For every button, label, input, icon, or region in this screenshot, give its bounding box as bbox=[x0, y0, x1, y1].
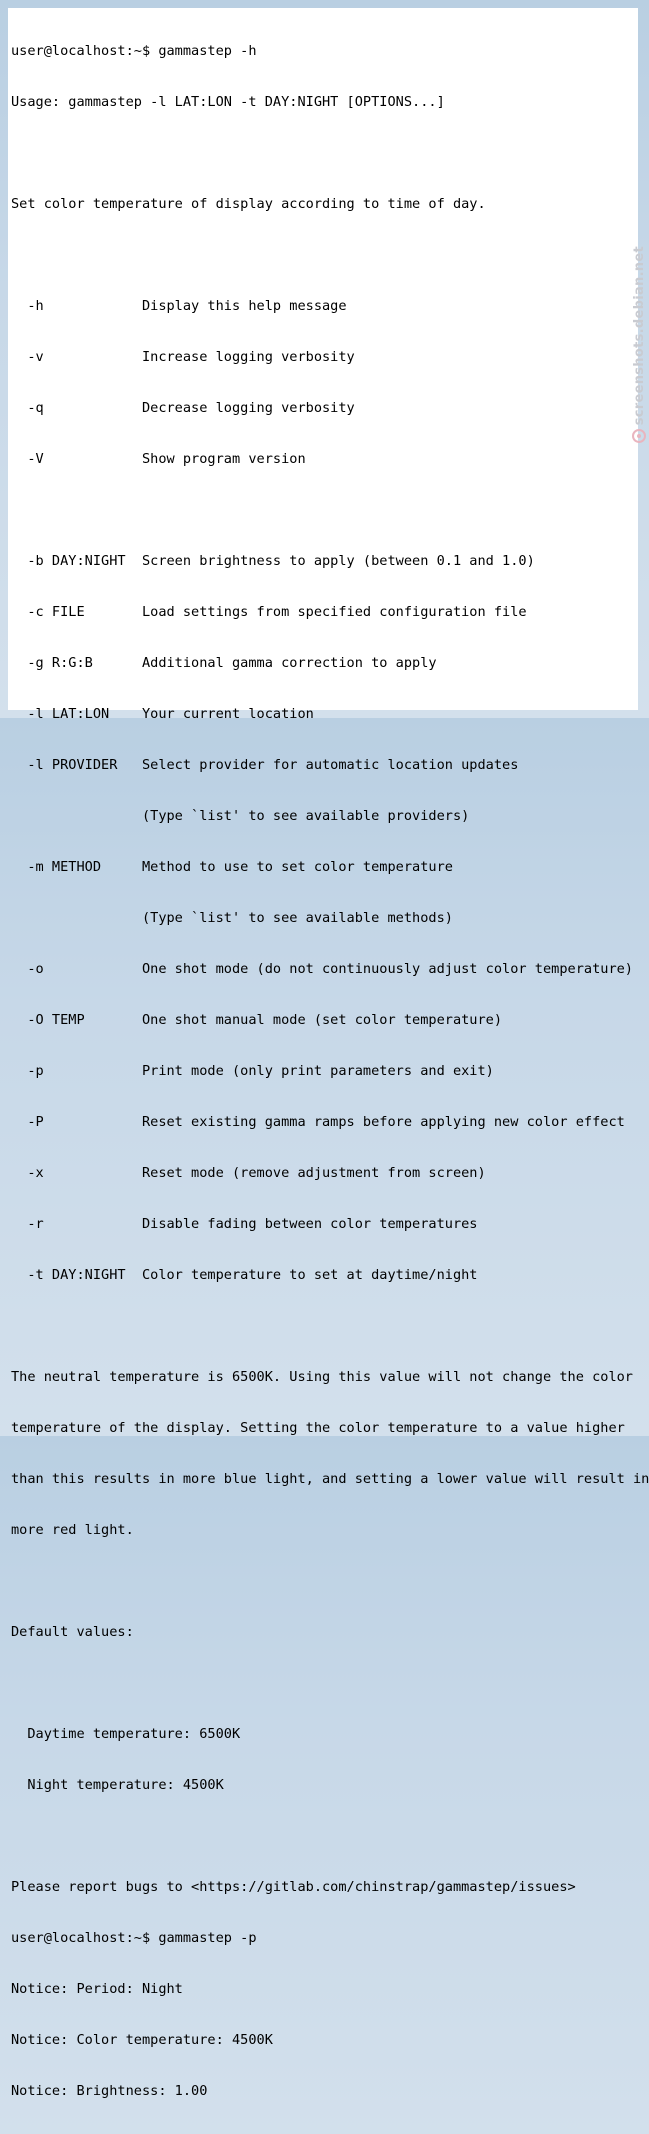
terminal-line: Daytime temperature: 6500K bbox=[11, 1726, 241, 1742]
terminal-line: -m METHOD Method to use to set color temperature bbox=[11, 859, 453, 875]
terminal-line: -h Display this help message bbox=[11, 298, 347, 314]
terminal-line: -l LAT:LON Your current location bbox=[11, 706, 314, 722]
terminal-line: (Type `list' to see available providers) bbox=[11, 808, 470, 824]
terminal-line: -t DAY:NIGHT Color temperature to set at daytime/night bbox=[11, 1267, 478, 1283]
terminal-line: The neutral temperature is 6500K. Using this value will not change the color bbox=[11, 1369, 633, 1385]
terminal-line: more red light. bbox=[11, 1522, 134, 1538]
debian-swirl-icon bbox=[632, 429, 646, 443]
terminal-line: Please report bugs to <https://gitlab.com/chinstrap/gammastep/issues> bbox=[11, 1879, 576, 1895]
watermark-text: screenshots.debian.net bbox=[631, 246, 647, 426]
terminal-line: -p Print mode (only print parameters and exit) bbox=[11, 1063, 494, 1079]
terminal-line: Night temperature: 4500K bbox=[11, 1777, 224, 1793]
terminal-line: user@localhost:~$ gammastep -h bbox=[11, 43, 257, 59]
terminal-line: (Type `list' to see available methods) bbox=[11, 910, 453, 926]
terminal-line: Notice: Brightness: 1.00 bbox=[11, 2083, 208, 2099]
terminal-line: -O TEMP One shot manual mode (set color temperature) bbox=[11, 1012, 503, 1028]
terminal-line bbox=[11, 1828, 638, 1845]
terminal-line: -q Decrease logging verbosity bbox=[11, 400, 355, 416]
terminal-line: -r Disable fading between color temperatures bbox=[11, 1216, 478, 1232]
terminal-line: -P Reset existing gamma ramps before applying new color effect bbox=[11, 1114, 625, 1130]
terminal-line: user@localhost:~$ gammastep -p bbox=[11, 1930, 257, 1946]
terminal-line: -c FILE Load settings from specified configuration file bbox=[11, 604, 527, 620]
terminal-line bbox=[11, 145, 638, 162]
terminal-line bbox=[11, 247, 638, 264]
terminal-line: Default values: bbox=[11, 1624, 134, 1640]
terminal-line bbox=[11, 1675, 638, 1692]
terminal-line bbox=[11, 502, 638, 519]
terminal-line: -v Increase logging verbosity bbox=[11, 349, 355, 365]
terminal-line: Notice: Period: Night bbox=[11, 1981, 183, 1997]
terminal-line bbox=[11, 1573, 638, 1590]
terminal-line bbox=[11, 1318, 638, 1335]
terminal-line: -b DAY:NIGHT Screen brightness to apply (between 0.1 and 1.0) bbox=[11, 553, 535, 569]
terminal-line: -l PROVIDER Select provider for automatic location updates bbox=[11, 757, 519, 773]
terminal-line: Usage: gammastep -l LAT:LON -t DAY:NIGHT [OPTIONS...] bbox=[11, 94, 445, 110]
terminal-line: Set color temperature of display according to time of day. bbox=[11, 196, 486, 212]
terminal-line: temperature of the display. Setting the color temperature to a value higher bbox=[11, 1420, 625, 1436]
terminal-line: -x Reset mode (remove adjustment from screen) bbox=[11, 1165, 486, 1181]
terminal-line: than this results in more blue light, and setting a lower value will result in bbox=[11, 1471, 649, 1487]
terminal-line: -g R:G:B Additional gamma correction to apply bbox=[11, 655, 437, 671]
terminal-line: Notice: Color temperature: 4500K bbox=[11, 2032, 273, 2048]
terminal-line: -o One shot mode (do not continuously adjust color temperature) bbox=[11, 961, 633, 977]
terminal-line: -V Show program version bbox=[11, 451, 306, 467]
watermark bbox=[630, 246, 648, 486]
